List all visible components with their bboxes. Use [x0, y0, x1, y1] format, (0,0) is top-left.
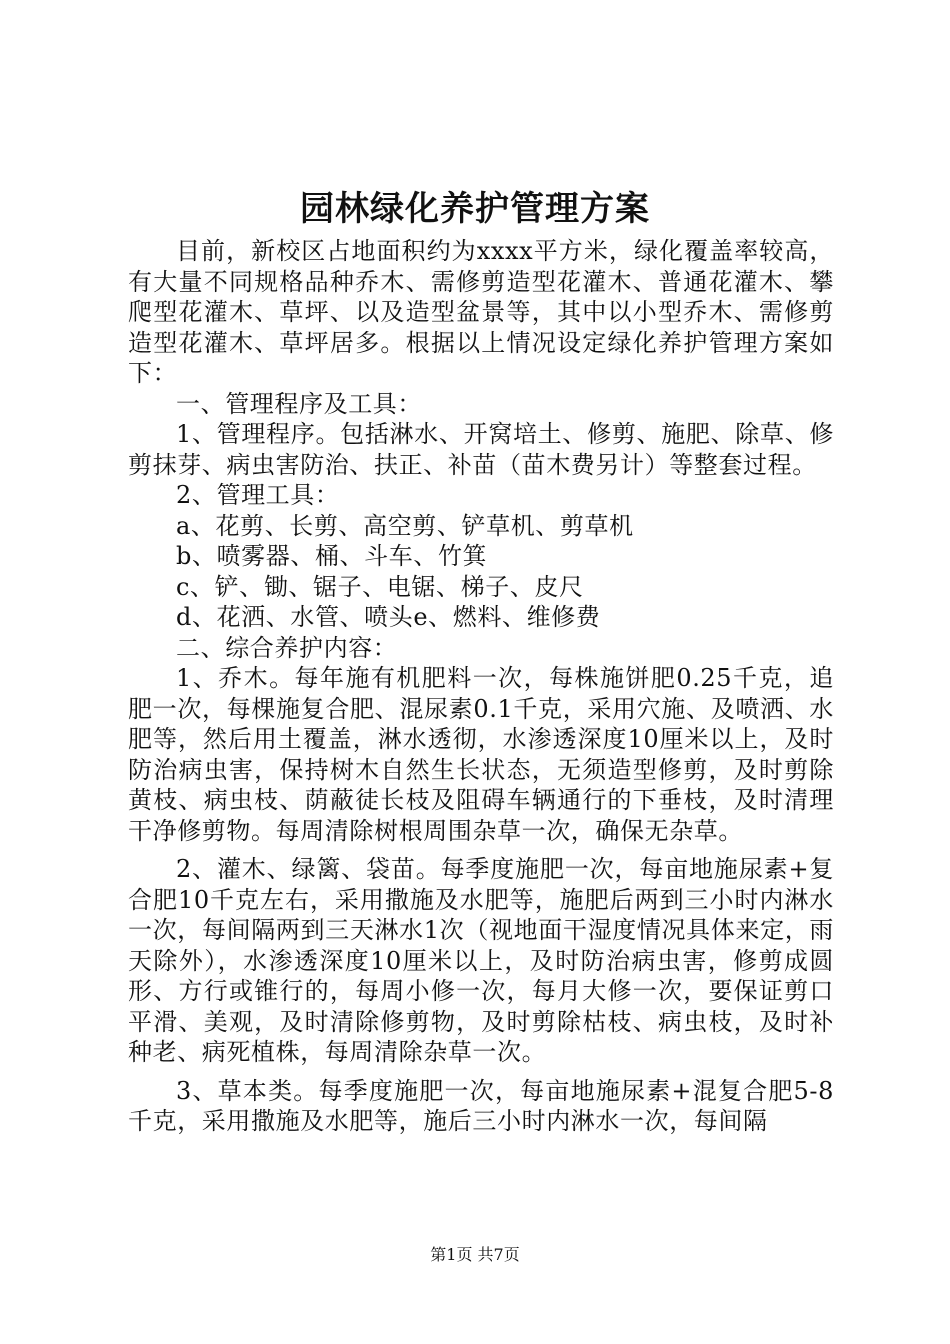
page-footer: 第1页 共7页	[430, 1245, 520, 1264]
subheading-tools: 2、管理工具：	[176, 481, 340, 509]
tools-list-b: b、喷雾器、桶、斗车、竹箕	[176, 542, 488, 570]
document-title: 园林绿化养护管理方案	[300, 189, 650, 229]
paragraph-procedure: 1、管理程序。包括淋水、开窝培土、修剪、施肥、除草、修剪抹芽、病虫害防治、扶正、补苗（苗木费另计）等整套过程。	[128, 420, 834, 479]
paragraph-trees: 1、乔木。每年施有机肥料一次，每株施饼肥0.25千克，追肥一次，每棵施复合肥、混尿素0.1千克，采用穴施、及喷洒、水肥等，然后用土覆盖，淋水透彻，水渗透深度10厘米以上，及时防治病虫害，保持树木自然生长状态，无须造型修剪，及时剪除黄枝、病虫枝、荫蔽徒长枝及阻碍车辆通行的下垂枝，及时清理干净修剪物。每周清除树根周围杂草一次，确保无杂草。	[128, 664, 834, 845]
paragraph-shrubs: 2、灌木、绿篱、袋苗。每季度施肥一次，每亩地施尿素+复合肥10千克左右，采用撒施及水肥等，施肥后两到三小时内淋水一次，每间隔两到三天淋水1次（视地面干湿度情况具体来定，雨天除外），水渗透深度10厘米以上，及时防治病虫害，修剪成圆形、方行或锥行的，每周小修一次，每月大修一次，要保证剪口平滑、美观，及时清除修剪物，及时剪除枯枝、病虫枝，及时补种老、病死植株，每周清除杂草一次。	[128, 855, 834, 1066]
paragraph-herbs: 3、草本类。每季度施肥一次，每亩地施尿素+混复合肥5-8千克，采用撒施及水肥等，施后三小时内淋水一次，每间隔	[128, 1076, 834, 1135]
document-body	[128, 236, 834, 1137]
tools-list-c: c、铲、锄、锯子、电锯、梯子、皮尺	[176, 572, 584, 601]
tools-list-d: d、花洒、水管、喷头e、燃料、维修费	[176, 603, 601, 631]
paragraph-intro: 目前，新校区占地面积约为xxxx平方米，绿化覆盖率较高，有大量不同规格品种乔木、需修剪造型花灌木、普通花灌木、攀爬型花灌木、草坪、以及造型盆景等，其中以小型乔木、需修剪造型花灌木、草坪居多。根据以上情况设定绿化养护管理方案如下：	[128, 237, 834, 387]
section-heading-2: 二、综合养护内容：	[176, 633, 398, 662]
tools-list-a: a、花剪、长剪、高空剪、铲草机、剪草机	[176, 511, 634, 540]
section-heading-1: 一、管理程序及工具：	[176, 389, 422, 418]
